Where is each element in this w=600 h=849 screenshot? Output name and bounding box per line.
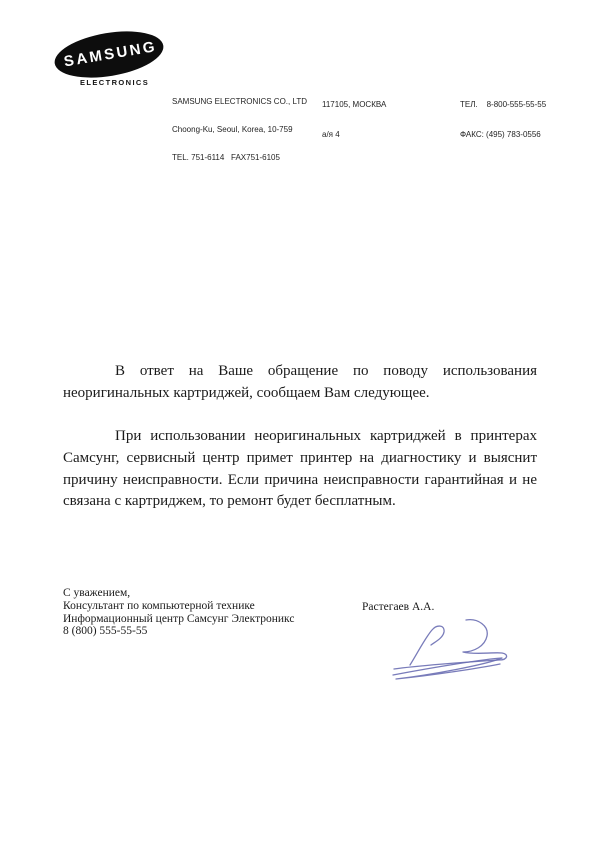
header-address-block: [322, 81, 386, 159]
contacts-fax-line: ФАКС: (495) 783-0556: [460, 130, 541, 139]
logo-electronics-label: ELECTRONICS: [80, 78, 150, 87]
closing-salutation: С уважением,: [63, 587, 131, 599]
header-company-block: [172, 79, 307, 181]
samsung-wordmark: SAMSUNG: [62, 38, 159, 71]
company-phone-line: TEL. 751-6114 FAX751-6105: [172, 153, 280, 162]
body-paragraph-1: В ответ на Ваше обращение по поводу использования неоригинальных картриджей, сообщаем Вам следующее.: [63, 363, 537, 401]
handwritten-signature: [390, 612, 515, 687]
address-city-line: 117105, МОСКВА: [322, 100, 387, 109]
signature-stroke-stem: [410, 626, 444, 665]
closing-phone-line: 8 (800) 555-55-55: [63, 625, 148, 638]
company-address-line: Choong-Ku, Seoul, Korea, 10-759: [172, 125, 293, 134]
address-box-line: а/я 4: [322, 130, 340, 139]
contacts-phone-line: ТЕЛ. 8-800-555-55-55: [460, 100, 547, 109]
closing-title-line: Консультант по компьютерной технике: [63, 599, 255, 612]
header-contacts-block: [460, 81, 546, 159]
company-name-line: SAMSUNG ELECTRONICS CO., LTD: [172, 97, 307, 106]
samsung-logo-ellipse: [51, 24, 167, 85]
body-paragraph-2: При использовании неоригинальных картриджей в принтерах Самсунг, сервисный центр примет принтер на диагностику и выяснит причину неисправности. Если причина неисправности гарантийная и не связана с картриджем, то ремонт будет бесплатным.: [63, 428, 537, 510]
signer-name: Растегаев А.А.: [362, 601, 435, 613]
letter-body: [63, 361, 537, 535]
closing-block: [63, 587, 294, 638]
closing-org-line: Информационный центр Самсунг Электроникс: [63, 612, 295, 625]
